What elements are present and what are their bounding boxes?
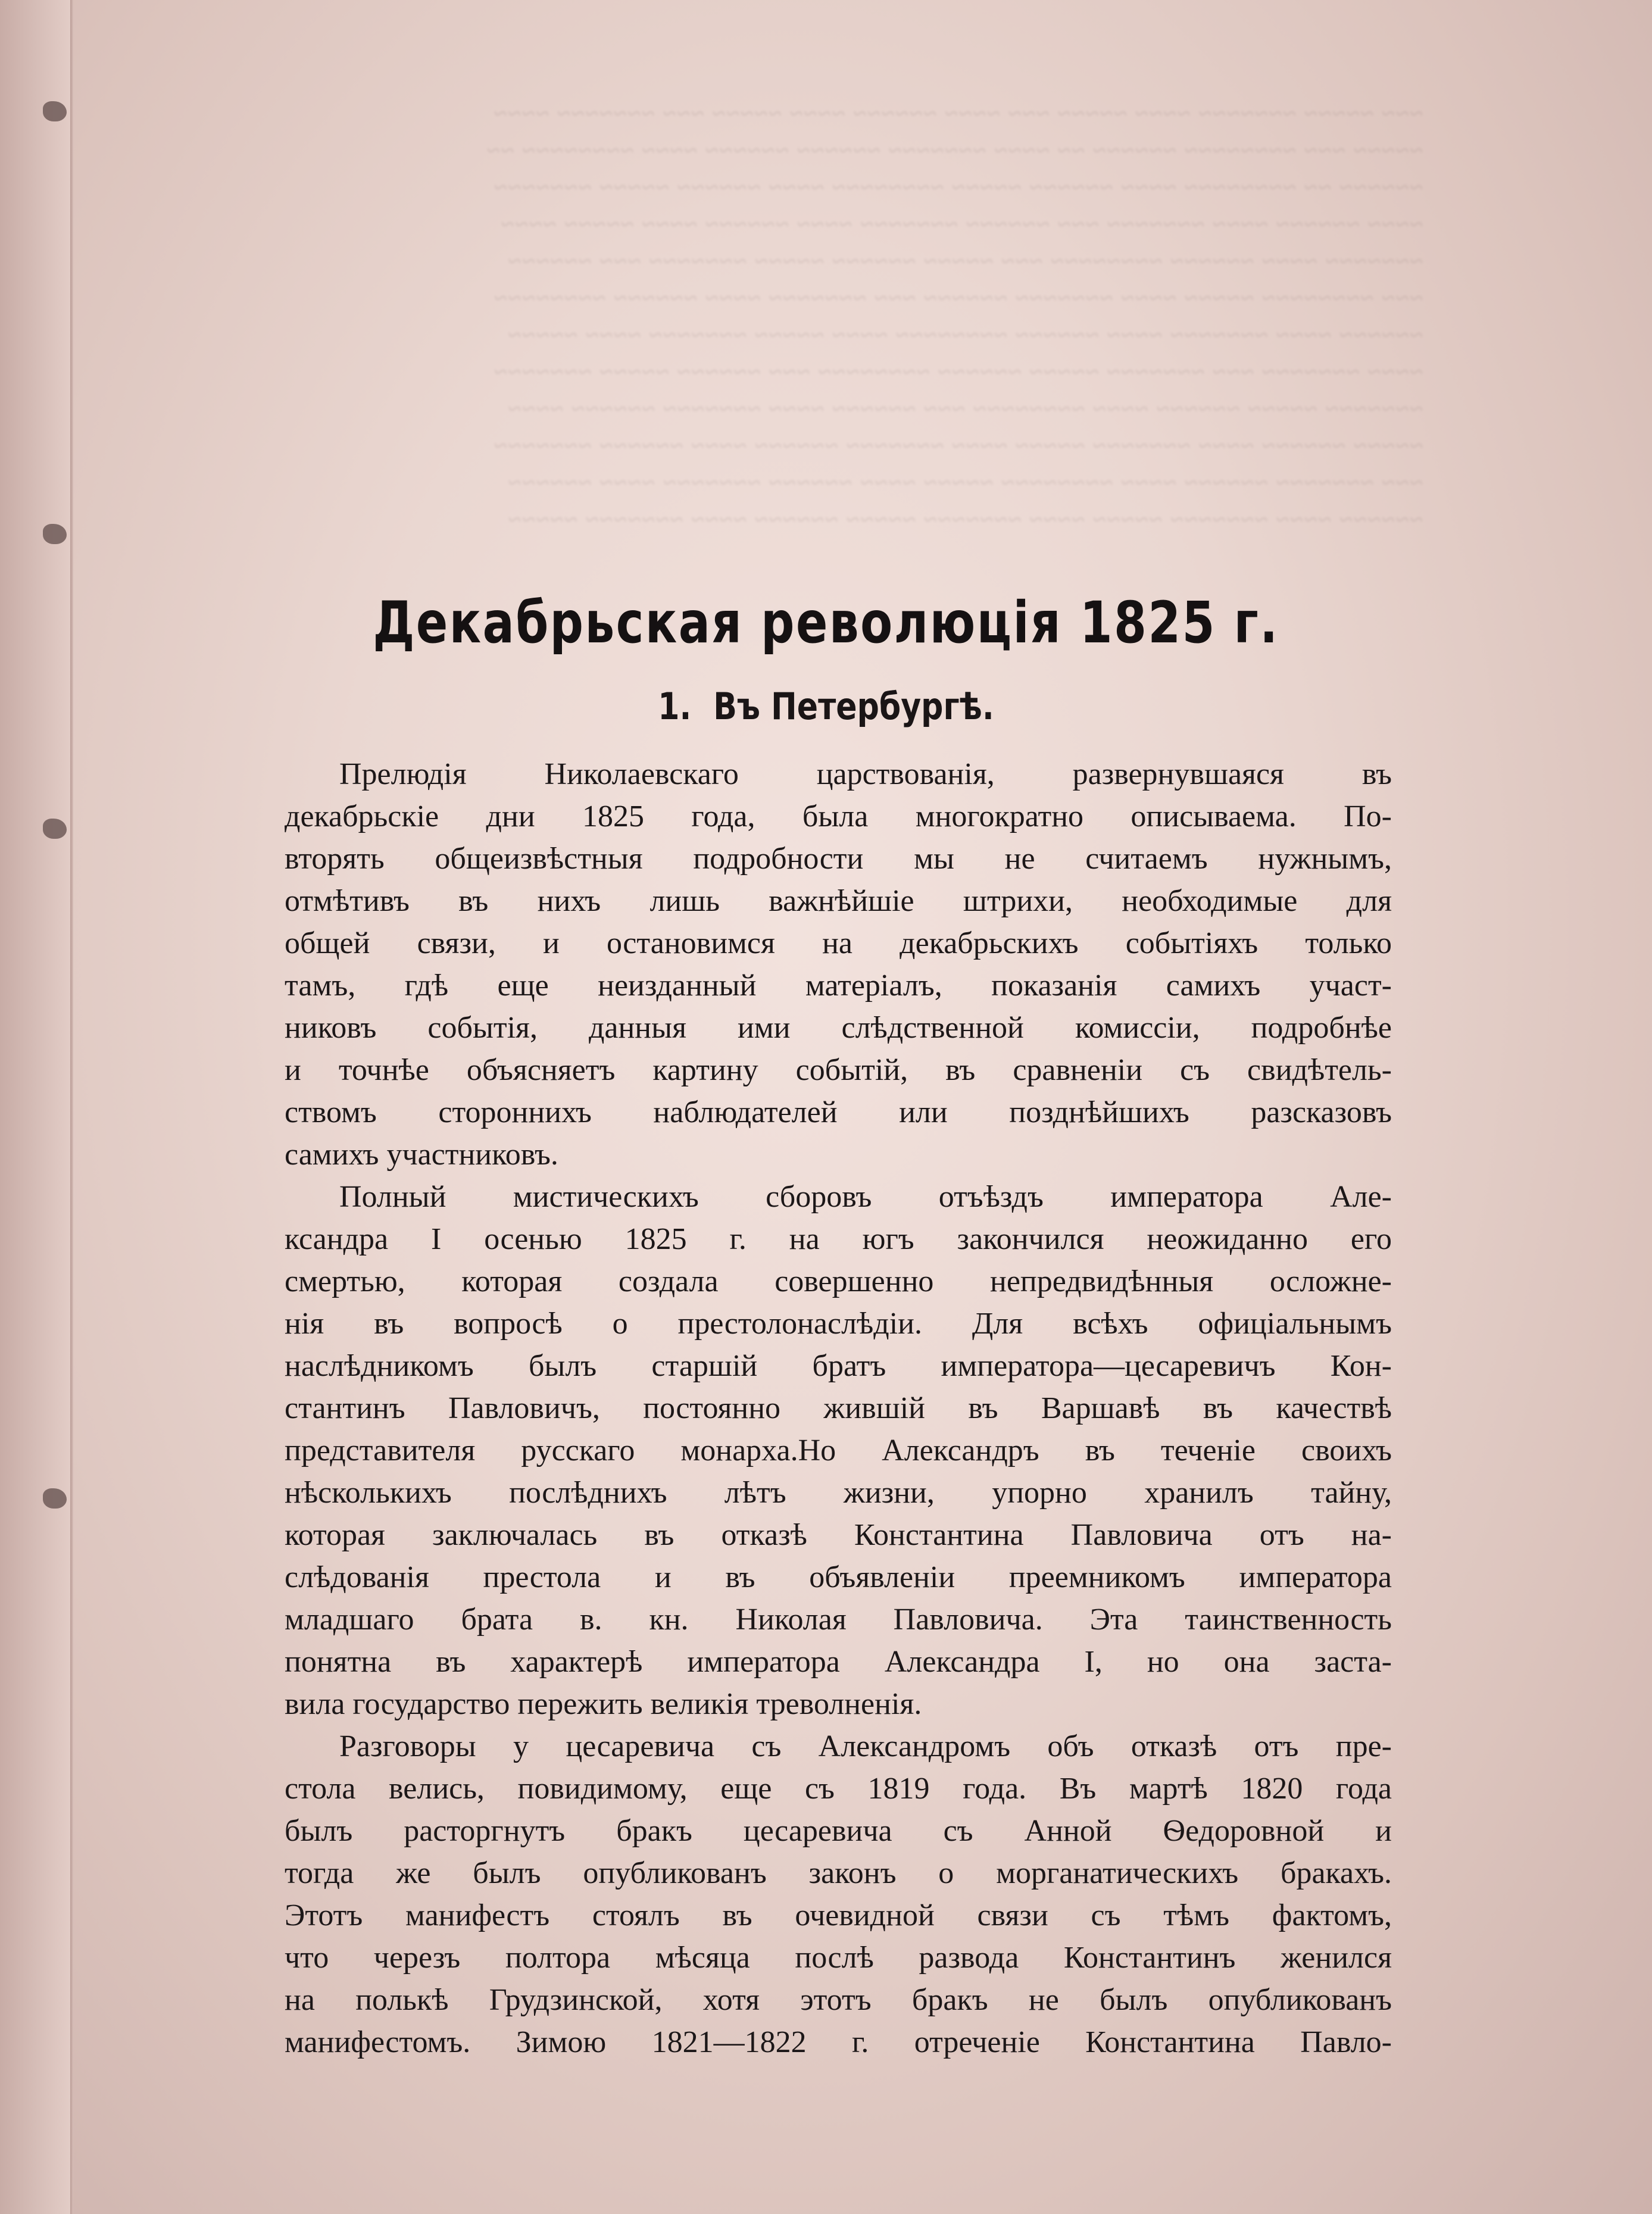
text-line: стантинъ Павловичъ, постоянно жившій въ Варшавѣ въ качествѣ xyxy=(285,1391,1392,1425)
text-line: Прелюдія Николаевскаго царствованія, развернувшаяся въ xyxy=(339,757,1392,791)
text-line: нія въ вопросѣ о престолонаслѣдіи. Для всѣхъ офиціальнымъ xyxy=(285,1307,1392,1341)
text-line: ксандра I осенью 1825 г. на югъ закончился неожиданно его xyxy=(285,1222,1392,1256)
text-line: и точнѣе объясняетъ картину событій, въ сравненіи съ свидѣтель- xyxy=(285,1053,1392,1087)
text-line: понятна въ характерѣ императора Александра I, но она заста- xyxy=(285,1645,1392,1679)
text-line: наслѣдникомъ былъ старшій братъ императора—цесаревичъ Кон- xyxy=(285,1349,1392,1383)
binding-thread-mark xyxy=(43,819,67,839)
text-line: вила государство пережить великія треволненія. xyxy=(285,1687,922,1721)
text-line: младшаго брата в. кн. Николая Павловича. Эта таинственность xyxy=(285,1603,1392,1637)
text-line: нѣсколькихъ послѣднихъ лѣтъ жизни, упорно хранилъ тайну, xyxy=(285,1476,1392,1510)
text-line: Разговоры у цесаревича съ Александромъ объ отказѣ отъ пре- xyxy=(339,1729,1392,1763)
page-gutter xyxy=(0,0,71,2214)
text-line: никовъ событія, данныя ими слѣдственной комиссіи, подробнѣе xyxy=(285,1011,1392,1045)
text-line: былъ расторгнутъ бракъ цесаревича съ Анной Ѳедоровной и xyxy=(285,1814,1392,1848)
binding-fold xyxy=(70,0,73,2214)
text-line: Полный мистическихъ сборовъ отъѣздъ императора Але- xyxy=(339,1180,1392,1214)
section-heading xyxy=(132,685,1520,728)
text-line: стола велись, повидимому, еще съ 1819 года. Въ мартѣ 1820 года xyxy=(285,1772,1392,1806)
paragraph-1 xyxy=(285,753,1392,1176)
binding-thread-mark xyxy=(43,101,67,121)
chapter-title: Декабрьская революція 1825 г. xyxy=(373,589,1279,656)
text-line: на полькѣ Грудзинской, хотя этотъ бракъ не былъ опубликованъ xyxy=(285,1983,1392,2017)
text-line: слѣдованія престола и въ объявленіи преемникомъ императора xyxy=(285,1560,1392,1594)
binding-thread-mark xyxy=(43,524,67,544)
text-line: манифестомъ. Зимою 1821—1822 г. отреченіе Константина Павло- xyxy=(285,2025,1392,2059)
text-line: ствомъ стороннихъ наблюдателей или позднѣйшихъ разсказовъ xyxy=(285,1095,1392,1129)
text-line: что черезъ полтора мѣсяца послѣ развода Константинъ женился xyxy=(285,1941,1392,1975)
binding-thread-mark xyxy=(43,1488,67,1509)
body-text xyxy=(285,753,1392,2063)
text-line: тамъ, гдѣ еще неизданный матеріалъ, показанія самихъ участ- xyxy=(285,969,1392,1003)
text-line: отмѣтивъ въ нихъ лишь важнѣйшіе штрихи, необходимые для xyxy=(285,884,1392,918)
text-line: тогда же былъ опубликованъ законъ о морганатическихъ бракахъ. xyxy=(285,1856,1392,1890)
text-line: которая заключалась въ отказѣ Константина Павловича отъ на- xyxy=(285,1518,1392,1552)
section-number: 1. xyxy=(658,685,692,728)
text-line: смертью, которая создала совершенно непредвидѣнныя осложне- xyxy=(285,1264,1392,1298)
paragraph-3 xyxy=(285,1725,1392,2063)
section-title: Въ Петербургѣ. xyxy=(713,685,994,728)
text-line: Этотъ манифестъ стоялъ въ очевидной связи съ тѣмъ фактомъ, xyxy=(285,1898,1392,1932)
paragraph-2 xyxy=(285,1176,1392,1725)
text-line: самихъ участниковъ. xyxy=(285,1138,558,1172)
text-line: вторять общеизвѣстныя подробности мы не считаемъ нужнымъ, xyxy=(285,842,1392,876)
text-line: представителя русскаго монарха.Но Александръ въ теченіе своихъ xyxy=(285,1434,1392,1467)
show-through-texture: ~~~ ~~~~~ ~~~~~~~ ~~~~ ~~~~~ ~~~ ~~~~ ~~~~~~ ~~~~ ~~~~~ ~~~ ~~~~~~~ ~~~~ ~~~~~ ~~~ ~~~~~~~~ ~~~~~~ ~~ ~~~~ ~~~~~~~ ~~~~~~ ~~~~~~ ~~~~ ~~~~~~~~ ~~ ~~~~~~ ~~ ~~~~~~~~ ~~~~ ~~~~~~ ~~~~~ ~~~~~~~~ ~~~~ ~~~~~~ ~~~~~ ~~~~~~~ ~~~~ ~~~~~~ ~~~~ ~~~~~~~ ~~~ ~~~~~~ ~~~~~~~ ~~~~ ~~~~~~ ~~~~ ~~~~~ ~~~~ ~~~~~~~ ~~~~ ~~~~~~ ~~~~~~~~ ~~~ ~~~~~ ~~~~~~ ~~~~~ ~~~~~~~ ~~~ ~~~~~~ ~~~ ~~~~~~~~ ~~~~~ ~~~~ ~~~~~~~ ~~~~~~ ~~~ ~~~~~~~ ~~~~ ~~~~~~ ~~~~~~~~ ~~~~~~ ~~~~ ~~~~~~~ ~~~~ ~~~~~~ ~~~~~~~~ ~~~~ ~~~~~ ~~~~~~~ ~~~~ ~~~~~ ~~~~ ~~~~~~~ ~~~ ~~~~~~~ ~~~~~ ~~~~~~ ~~~~~~~~ ~~~ ~~~~~~ ~~~~~ ~~~~~~~ ~~~~~~~ ~~~~~ ~~~~~~ ~~~~ ~~~~~~~~ ~~~ ~~~~~~ ~~~~ ~~~~~~~ ~~~~~~ ~~~~ ~~~~~ ~~~~~~ ~~~~ ~~~~~~~ ~~~~~ ~~~~ ~~~~~~~ ~~~~~~ ~~~~ ~~~~~~ ~~~~~~~ ~~~ ~~~~~~~ ~~~~~~ ~~~~ ~~~~~~~~ ~~~~~ ~~~~ ~~~~~~ ~~~~~~~ ~~~~ ~~~~~~ ~~~~~~ ~~~~ ~~~~~~~ ~~~~~ ~~~~ ~~~~~~~ ~~~~~ ~~~~~~ ~~~~ ~~~~~~~ ~~~~~ xyxy=(485,100,1423,533)
text-line: декабрьскіе дни 1825 года, была многократно описываема. По- xyxy=(285,800,1392,833)
text-line: общей связи, и остановимся на декабрьскихъ событіяхъ только xyxy=(285,926,1392,960)
